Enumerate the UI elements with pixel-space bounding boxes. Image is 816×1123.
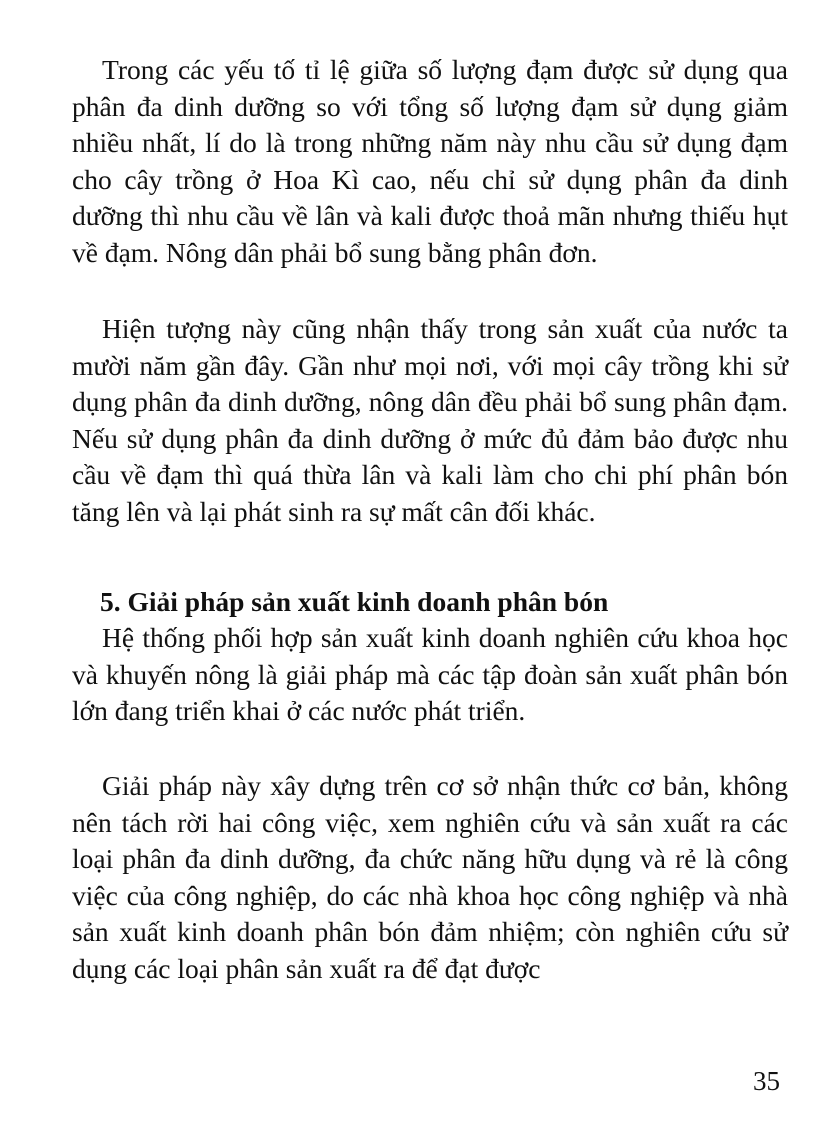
body-paragraph: Hiện tượng này cũng nhận thấy trong sản xuất của nước ta mười năm gần đây. Gần như mọi nơi, với mọi cây trồng khi sử dụng phân đa dinh dưỡng, nông dân đều phải bổ sung phân đạm. Nếu sử dụng phân đa dinh dưỡng ở mức đủ đảm bảo được nhu cầu về đạm thì quá thừa lân và kali làm cho chi phí phân bón tăng lên và lại phát sinh ra sự mất cân đối khác.: [72, 313, 788, 527]
page-number: 35: [753, 1066, 780, 1096]
section-heading: 5. Giải pháp sản xuất kinh doanh phân bón: [100, 586, 609, 617]
body-paragraph: Trong các yếu tố tỉ lệ giữa số lượng đạm được sử dụng qua phân đa dinh dưỡng so với tổng số lượng đạm sử dụng giảm nhiều nhất, lí do là trong những năm này nhu cầu sử dụng đạm cho cây trồng ở Hoa Kì cao, nếu chỉ sử dụng phân đa dinh dưỡng thì nhu cầu về lân và kali được thoả mãn nhưng thiếu hụt về đạm. Nông dân phải bổ sung bằng phân đơn.: [72, 54, 788, 268]
section-paragraph: Hệ thống phối hợp sản xuất kinh doanh nghiên cứu khoa học và khuyến nông là giải pháp mà các tập đoàn sản xuất phân bón lớn đang triển khai ở các nước phát triển.: [72, 622, 788, 726]
section-paragraph: Giải pháp này xây dựng trên cơ sở nhận thức cơ bản, không nên tách rời hai công việc, xem nghiên cứu và sản xuất ra các loại phân đa dinh dưỡng, đa chức năng hữu dụng và rẻ là công việc của công nghiệp, do các nhà khoa học công nghiệp và nhà sản xuất kinh doanh phân bón đảm nhiệm; còn nghiên cứu sử dụng các loại phân sản xuất ra để đạt được: [72, 770, 788, 984]
